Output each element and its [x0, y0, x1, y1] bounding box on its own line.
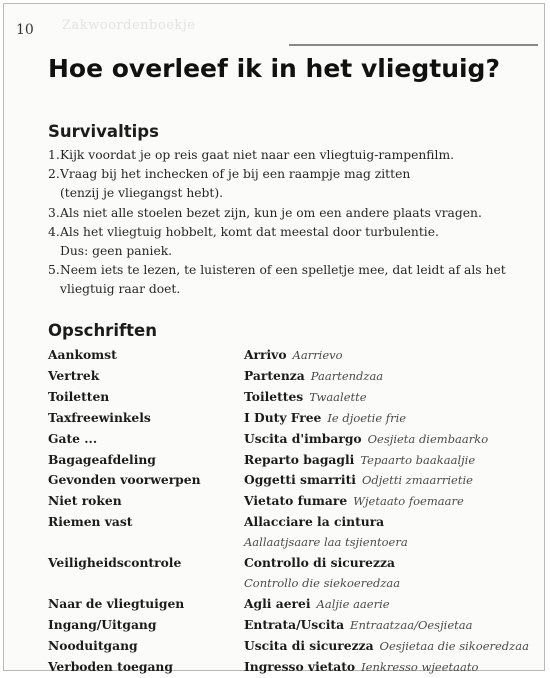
sign-pronunciation: Odjetti zmaarrietie	[361, 473, 473, 488]
sign-italian: Uscita d'imbargo	[244, 430, 362, 446]
signs-table	[48, 345, 543, 678]
sign-row	[48, 345, 543, 366]
sign-italian: Entrata/Uscita	[244, 616, 345, 632]
sign-italian: Controllo di sicurezza	[244, 555, 395, 571]
sign-italian: Oggetti smarriti	[244, 472, 356, 488]
sign-italian-cell	[244, 615, 543, 636]
sign-dutch: Bagageafdeling	[48, 451, 156, 467]
sign-row	[48, 636, 543, 657]
sign-italian-cell	[244, 470, 543, 491]
sign-italian: I Duty Free	[244, 409, 322, 425]
sign-row	[48, 408, 543, 429]
sign-italian-cell	[244, 387, 543, 408]
sign-pronunciation: Paartendzaa	[310, 368, 384, 383]
sign-dutch: Nooduitgang	[48, 637, 138, 653]
sign-row	[48, 491, 543, 512]
sign-row	[48, 366, 543, 387]
sign-italian-cell	[244, 594, 543, 615]
sign-italian: Agli aerei	[244, 595, 311, 611]
tip-number: 3.	[48, 205, 60, 220]
sign-row	[48, 387, 543, 408]
sign-italian: Uscita di sicurezza	[244, 637, 374, 653]
sign-pronunciation: Oesjietaa die sikoeredzaa	[379, 638, 529, 653]
page-number: 10	[16, 22, 34, 38]
sign-row	[48, 512, 543, 553]
sign-italian: Arrivo	[244, 347, 287, 362]
tip-text: Neem iets te lezen, te luisteren of een spelletje mee, dat leidt af als het vliegtuig raar doet.	[60, 263, 506, 297]
sign-italian-cell	[244, 553, 543, 594]
sign-italian-cell	[244, 408, 543, 429]
sign-italian-cell	[244, 512, 543, 553]
tip-item	[48, 146, 538, 165]
sign-dutch: Vertrek	[48, 367, 100, 383]
sign-row	[48, 615, 543, 636]
sign-dutch: Niet roken	[48, 493, 122, 509]
tip-number: 2.	[48, 167, 60, 182]
running-header: Zakwoordenboekje	[62, 18, 196, 33]
sign-pronunciation: Oesjieta diembaarko	[367, 431, 489, 446]
sign-row	[48, 429, 543, 450]
sign-dutch: Toiletten	[48, 388, 110, 404]
sign-pronunciation: Controllo die siekoeredzaa	[244, 575, 401, 590]
sign-italian: Reparto bagagli	[244, 451, 355, 467]
sign-dutch: Gevonden voorwerpen	[48, 472, 201, 488]
sign-dutch: Veiligheidscontrole	[48, 555, 182, 571]
tip-number: 5.	[48, 263, 60, 278]
sign-italian-cell	[244, 450, 543, 471]
signs-heading: Opschriften	[48, 321, 157, 340]
sign-pronunciation: Wjetaato foemaare	[353, 494, 464, 509]
tip-item	[48, 261, 538, 299]
sign-pronunciation: Twaalette	[309, 389, 367, 404]
tip-item	[48, 165, 538, 203]
tip-text: Als het vliegtuig hobbelt, komt dat meestal door turbulentie. Dus: geen paniek.	[60, 224, 439, 259]
sign-row	[48, 470, 543, 491]
sign-italian-cell	[244, 491, 543, 512]
sign-pronunciation: Aaljie aaerie	[316, 596, 390, 611]
sign-pronunciation: Aarrievo	[292, 348, 343, 362]
sign-dutch: Taxfreewinkels	[48, 409, 151, 425]
sign-italian-cell	[244, 345, 543, 366]
book-page	[3, 3, 545, 674]
sign-pronunciation: Ienkresso wjeetaato	[361, 659, 479, 674]
sign-pronunciation: Tepaarto baakaaljie	[360, 452, 476, 467]
tip-item	[48, 223, 538, 261]
sign-dutch: Verboden toegang	[48, 658, 173, 674]
sign-italian-cell	[244, 657, 543, 678]
survival-tips-list	[48, 146, 538, 300]
sign-dutch: Riemen vast	[48, 514, 133, 530]
sign-row	[48, 594, 543, 615]
sign-pronunciation: Ie djoetie frie	[327, 410, 407, 425]
sign-italian: Ingresso vietato	[244, 658, 356, 674]
sign-dutch: Ingang/Uitgang	[48, 616, 157, 632]
sign-row	[48, 657, 543, 678]
tip-text: Kijk voordat je op reis gaat niet naar een vliegtuig-rampenfilm.	[60, 148, 455, 162]
sign-pronunciation: Aallaatjsaare laa tsjientoera	[244, 535, 408, 550]
sign-dutch: Naar de vliegtuigen	[48, 595, 185, 611]
sign-italian: Allacciare la cintura	[244, 514, 385, 530]
tip-text: Vraag bij het inchecken of je bij een raampje mag zitten (tenzij je vliegangst hebt).	[60, 167, 411, 201]
sign-pronunciation: Entraatzaa/Oesjietaa	[350, 617, 473, 632]
sign-italian-cell	[244, 636, 543, 657]
sign-italian: Vietato fumare	[244, 493, 348, 509]
tip-number: 4.	[48, 224, 60, 239]
sign-italian-cell	[244, 429, 543, 450]
sign-italian-cell	[244, 366, 543, 387]
survival-heading: Survivaltips	[48, 122, 159, 141]
tip-item	[48, 204, 538, 223]
sign-dutch: Gate ...	[48, 430, 98, 446]
tip-number: 1.	[48, 148, 60, 162]
sign-italian: Toilettes	[244, 388, 304, 404]
header-rule	[289, 44, 538, 46]
sign-row	[48, 553, 543, 594]
sign-italian: Partenza	[244, 367, 305, 383]
tip-text: Als niet alle stoelen bezet zijn, kun je om een andere plaats vragen.	[60, 205, 482, 220]
sign-row	[48, 450, 543, 471]
sign-dutch: Aankomst	[48, 347, 117, 362]
page-title: Hoe overleef ik in het vliegtuig?	[48, 54, 500, 83]
